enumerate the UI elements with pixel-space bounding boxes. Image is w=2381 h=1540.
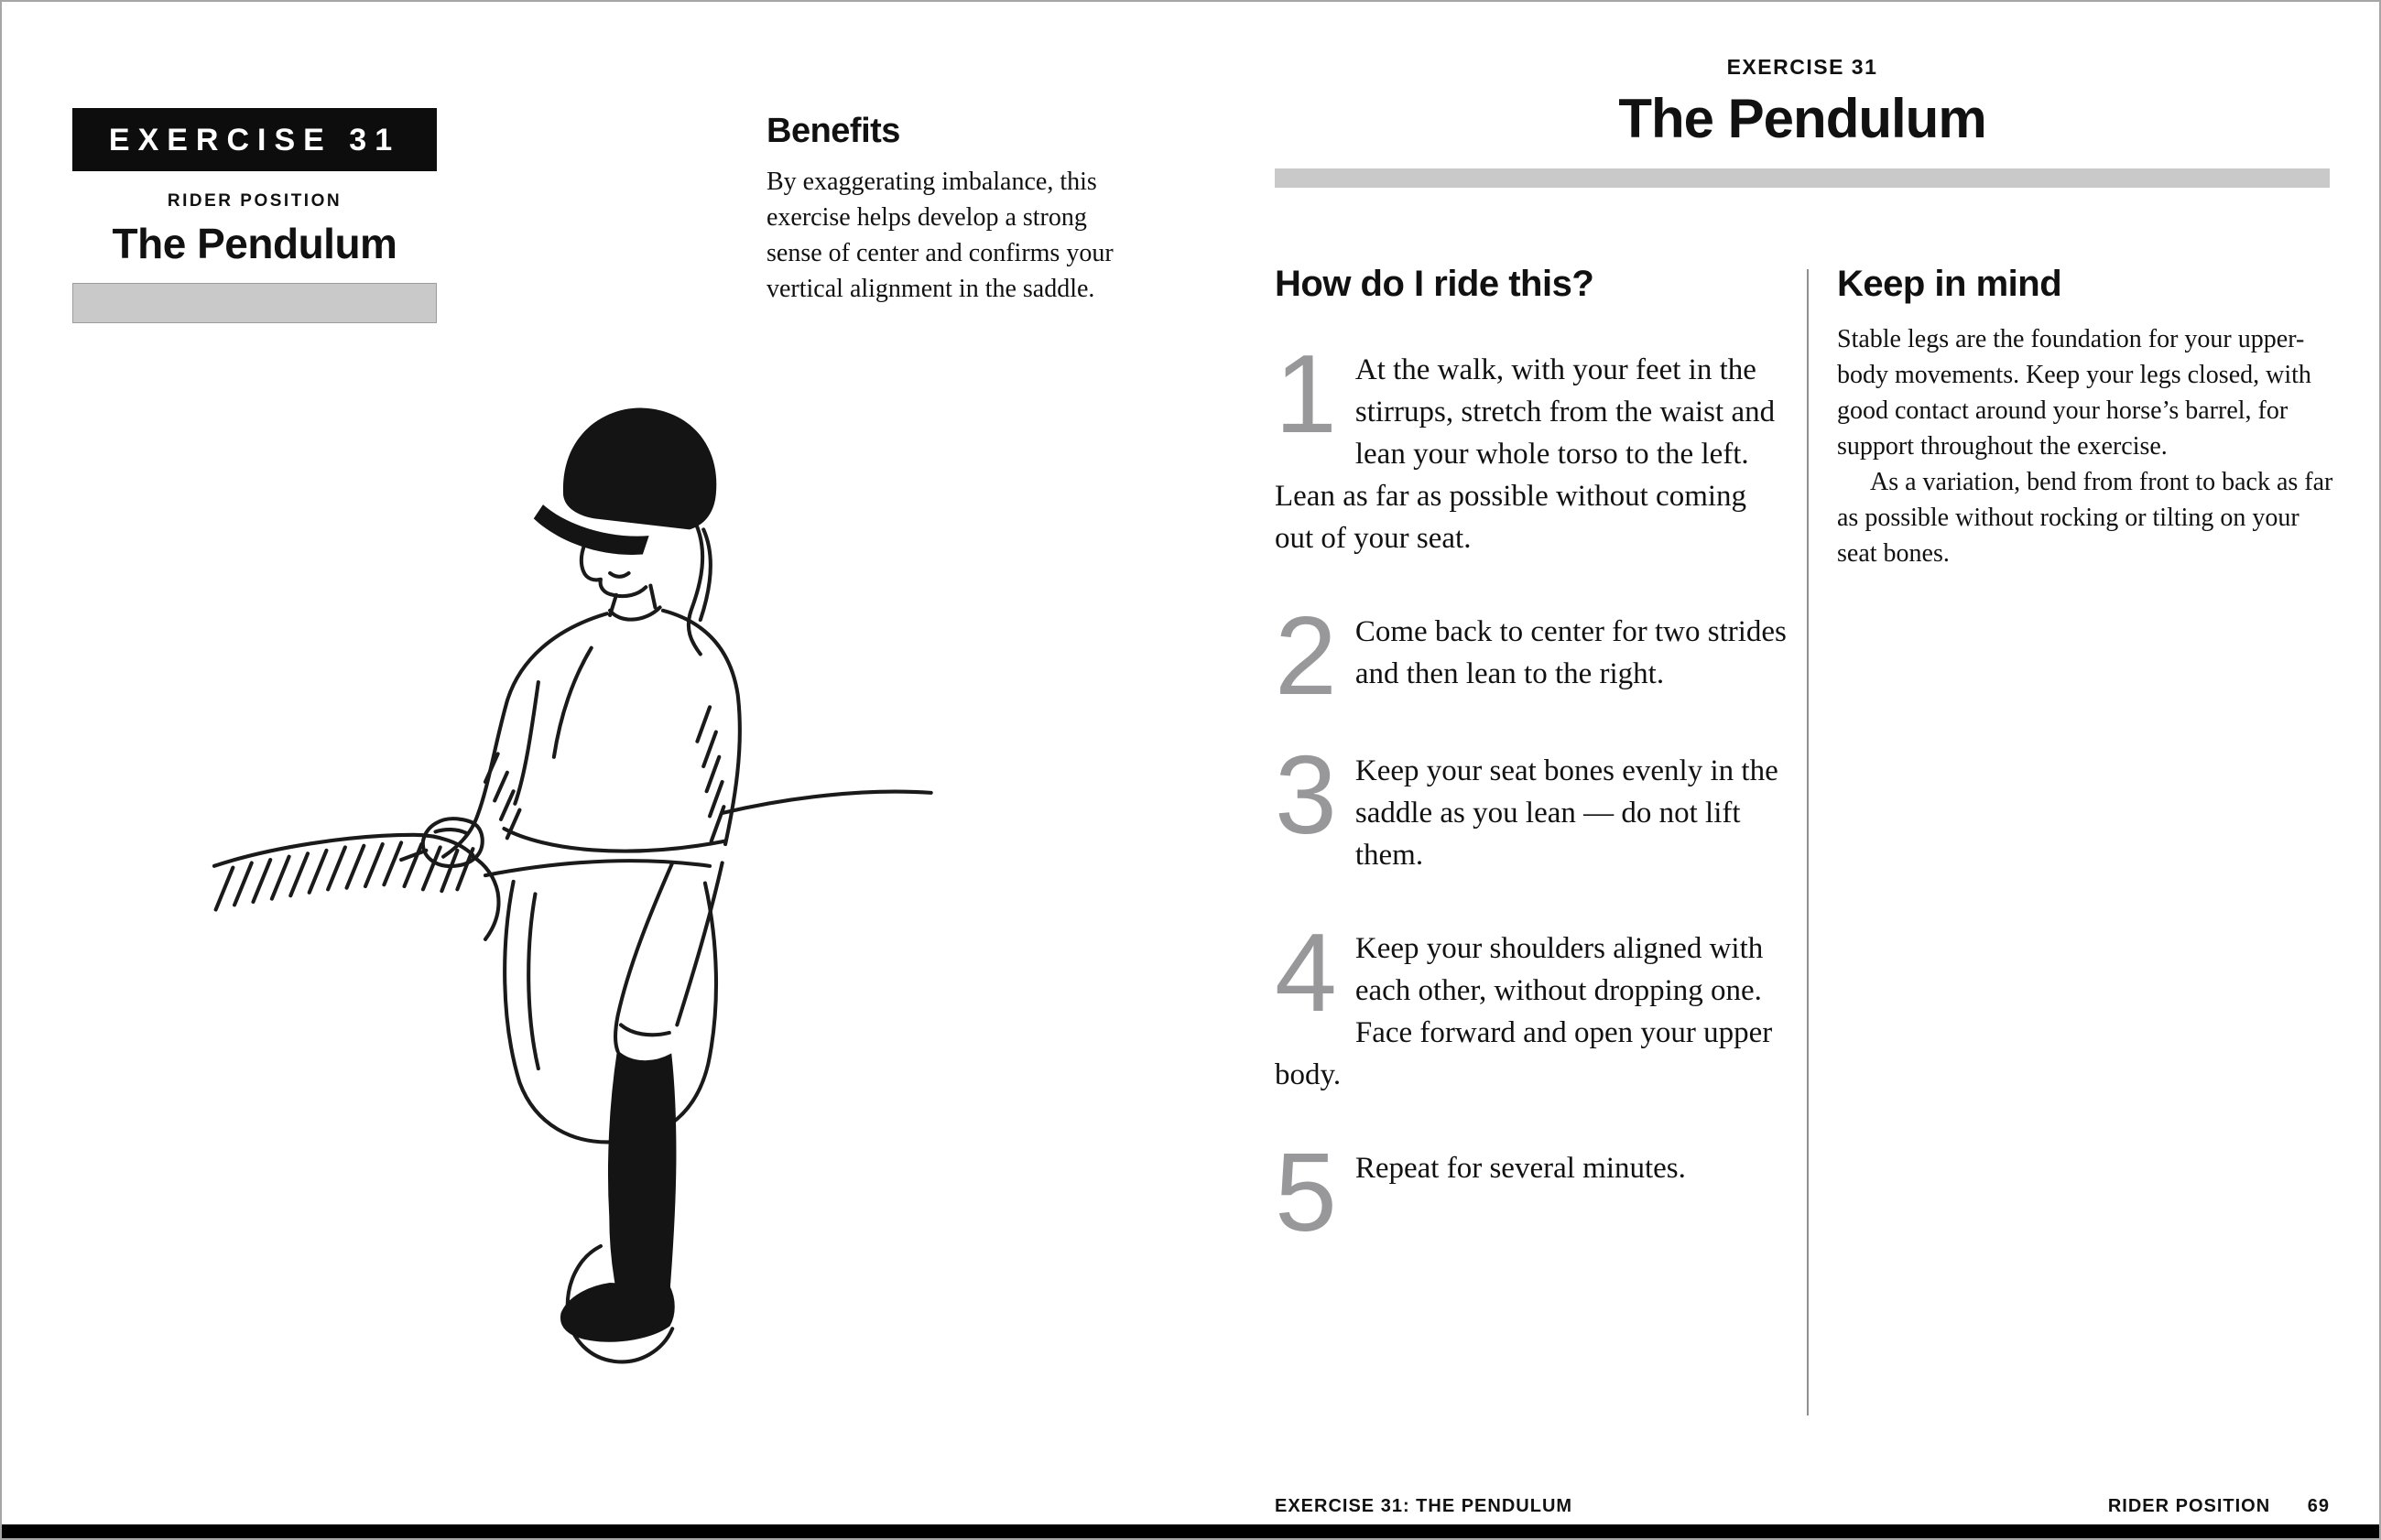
page-title: The Pendulum <box>1618 88 1986 149</box>
step-1 <box>1275 349 1788 559</box>
footer-running-head-left: EXERCISE 31: THE PENDULUM <box>1275 1496 1573 1516</box>
title-gray-bar <box>1275 168 2330 188</box>
chapter-title-block <box>1275 55 2330 188</box>
step-1-text: At the walk, with your feet in the stirrups, stretch from the waist and lean your whole torso to the left. Lean as far as possible without coming out of your seat. <box>1275 353 1776 555</box>
step-2-text: Come back to center for two strides and then lean to the right. <box>1354 615 1787 690</box>
footer-section-label: RIDER POSITION <box>2107 1496 2271 1516</box>
how-to-ride-column <box>1275 264 1788 1286</box>
bottom-black-bar <box>2 1524 2379 1538</box>
step-4 <box>1275 927 1788 1096</box>
rider-illustration <box>208 396 940 1393</box>
step-5 <box>1275 1147 1788 1235</box>
keep-paragraph-1: Stable legs are the foundation for your upper-body movements. Keep your legs closed, with good contact around your horse’s barrel, for support throughout the exercise. <box>1837 325 2311 461</box>
step-3-text: Keep your seat bones evenly in the saddle as you lean — do not lift them. <box>1354 754 1778 872</box>
exercise-box-body <box>72 171 437 283</box>
column-divider <box>1807 269 1809 1415</box>
benefits-body: By exaggerating imbalance, this exercise helps develop a strong sense of center and confirms your vertical alignment in the saddle. <box>766 168 1114 303</box>
exercise-label-box <box>72 108 437 323</box>
keep-paragraph-2: As a variation, bend from front to back as far as possible without rocking or tilting on your seat bones. <box>1837 468 2333 568</box>
step-5-text: Repeat for several minutes. <box>1354 1152 1686 1185</box>
keep-in-mind-column <box>1837 264 2339 571</box>
step-5-number: 5 <box>1275 1147 1337 1235</box>
step-2 <box>1275 611 1788 699</box>
exercise-category-label: RIDER POSITION <box>167 191 342 211</box>
exercise-eyebrow: EXERCISE 31 <box>1726 55 1878 79</box>
step-4-number: 4 <box>1275 927 1337 1035</box>
exercise-box-gray-bar <box>72 283 437 323</box>
step-4-text: Keep your shoulders aligned with each other, without dropping one. Face forward and open your upper body. <box>1275 932 1773 1091</box>
exercise-number-banner <box>72 108 437 171</box>
step-2-number: 2 <box>1275 611 1337 699</box>
step-1-number: 1 <box>1275 349 1337 456</box>
exercise-title-label: The Pendulum <box>112 220 397 267</box>
how-heading: How do I ride this? <box>1275 264 1594 304</box>
footer-running-head-right <box>2108 1496 2330 1517</box>
benefits-section <box>766 112 1131 307</box>
exercise-number-label: EXERCISE 31 <box>108 123 401 157</box>
benefits-heading: Benefits <box>766 112 900 150</box>
footer-page-number: 69 <box>2307 1496 2330 1516</box>
keep-heading: Keep in mind <box>1837 264 2062 304</box>
step-3-number: 3 <box>1275 750 1337 857</box>
step-3 <box>1275 750 1788 876</box>
